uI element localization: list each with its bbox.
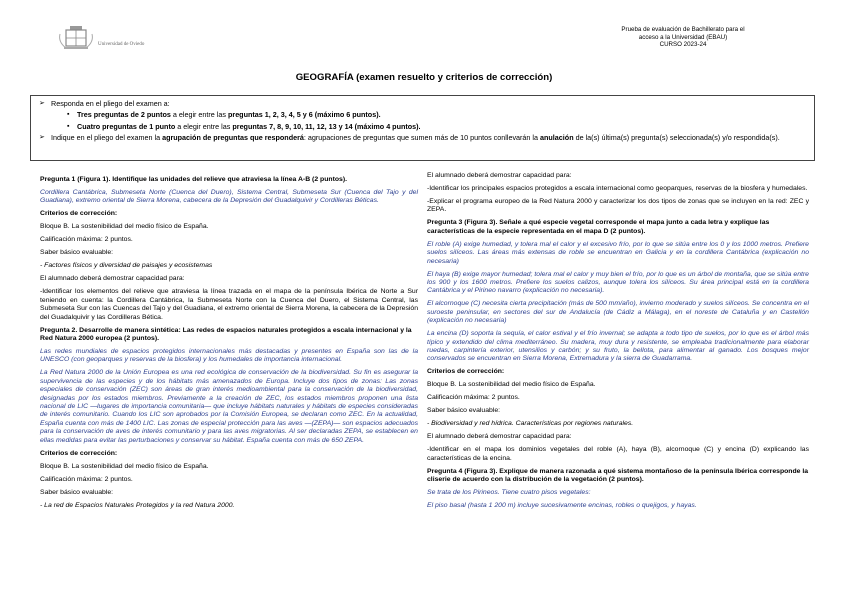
answer-text: El piso basal (hasta 1 200 m) incluye sucesivamente encinas, robles o quejigos, y hayas. [427,502,697,510]
criteria-heading: Criterios de corrección: [427,368,505,376]
question-title: Pregunta 4 (Figura 3). Explique de manera razonada a qué sistema montañoso de la península Ibérica corresponde la cliserie de acuerdo con la distribución de la vegetación (2 puntos). [427,467,809,484]
left-column [40,176,418,515]
criteria-capacity-value: -Identificar en el mapa los dominios vegetales del roble (A), haya (B), alcornoque (C) y encina (D) explicando las características de la encina. [427,446,809,462]
instruction-bold: agrupación de preguntas que responderá [162,132,304,142]
answer-text: El roble (A) exige humedad, y tolera mal el calor y el excesivo frío, por lo que se sitúa entre los 0 y los 1000 metros. Prefiere suelos silíceos. Las áreas más extensas de roble se encuentran en Galicia y en la cordillera Cantábrica (explicación no necesaria) [427,240,809,265]
instruction-bold: preguntas 1, 2, 3, 4, 5 y 6 (máximo 6 puntos). [228,110,381,120]
question-title: Pregunta 3 (Figura 3). Señale a qué especie vegetal corresponde el mapa junto a cada letra y explique las características de la especie representada en el mapa D (2 puntos). [427,219,770,235]
exam-header [600,26,766,49]
exam-header-line: CURSO 2023-24 [659,41,707,49]
criteria-saber: Saber básico evaluable: [40,249,114,257]
exam-header-line: acceso a la Universidad (EBAU) [638,33,728,41]
criteria-block: Bloque B. La sostenibilidad del medio físico de España. [40,223,209,231]
instruction-text: Indique en el pliego del examen la [51,132,163,142]
criteria-max: Calificación máxima: 2 puntos. [40,236,133,244]
instruction-text: Responda en el pliego del examen a: [51,99,170,108]
criteria-capacity: El alumnado deberá demostrar capacidad para: [427,172,572,179]
instruction-text: de la(s) última(s) pregunta(s) seleccionada(s) y/o respondida(s). [573,132,780,142]
answer-text: El alcornoque (C) necesita cierta precipitación (más de 500 mm/año), invierno moderado y suelos silíceos. Se concentra en el suroeste peninsular, en sectores del sur de Andalucía (de Cádiz a Málaga), en el noreste de Cataluña y en Castellón (explicación no necesaria) [427,300,809,325]
criteria-block: Bloque B. La sostenibilidad del medio físico de España. [40,462,209,470]
instruction-text: a elegir entre las [175,121,233,131]
criteria-block: Bloque B. La sostenibilidad del medio físico de España. [427,381,596,389]
instructions-box [30,95,815,161]
instruction-bold: Cuatro preguntas de 1 punto [77,121,176,131]
exam-header-line: Prueba de evaluación de Bachillerato para el [621,26,745,33]
arrow-bullet-icon: ➢ [39,100,45,107]
square-bullet-icon: ▪ [67,122,70,130]
criteria-saber: Saber básico evaluable: [40,488,114,496]
instruction-line [37,121,808,132]
criteria-saber: Saber básico evaluable: [427,407,501,415]
university-name: Universidad de Oviedo [98,42,145,47]
criteria-capacity: El alumnado deberá demostrar capacidad para: [427,433,572,441]
answer-text: Cordillera Cantábrica, Submeseta Norte (Cuenca del Duero), Sistema Central, Submeseta Sur (Cuenca del Tajo y del Guadiana), extremo oriental de Sierra Morena, cabecera de la Depresión del Guadalquivir y Cordilleras Béticas. [40,189,418,205]
square-bullet-icon: ▪ [67,111,70,119]
right-column [427,172,809,515]
answer-text: Las redes mundiales de espacios protegidos internacionales más destacadas y presentes en España son las de la UNESCO (con geoparques y reservas de la biosfera) y los humedales de importancia internacional. [40,348,418,364]
instruction-line [37,109,808,120]
criteria-capacity: El alumnado deberá demostrar capacidad para: [40,275,185,283]
instruction-line [37,132,808,143]
page-title: GEOGRAFÍA (examen resuelto y criterios de corrección) [295,72,553,83]
criteria-max: Calificación máxima: 2 puntos. [40,475,133,483]
criteria-max: Calificación máxima: 2 puntos. [427,394,520,402]
criteria-saber-value: - Factores físicos y diversidad de paisajes y ecosistemas [40,262,213,270]
criteria-heading: Criterios de corrección: [40,449,118,457]
instruction-bold: Tres preguntas de 2 puntos [77,110,171,120]
instruction-text: : agrupaciones de preguntas que sumen más de 10 puntos conllevarán la [303,132,541,142]
university-crest-icon [56,24,96,52]
instruction-bold: anulación [540,132,574,142]
criteria-capacity-value: -Identificar los elementos del relieve que atraviesa la línea trazada en el mapa de la península Ibérica de Norte a Sur teniendo en cuenta: la Cordillera Cantábrica, la Submeseta Norte con la Cuenca del Duero, el Sistema Central, las Submeseta Sur con las Cuencas del Tajo y del Guadiana, el extremo oriental de Sierra Morena, la cabecera de la Depresión del Guadalquivir y las Cordilleras Bética. [40,288,418,321]
answer-text: La Red Natura 2000 de la Unión Europea es una red ecológica de conservación de la biodiversidad. Su fin es asegurar la supervivencia de las especies y de los hábitats más amenazados de Europa. Incluye dos tipos de zonas: Las zonas especiales de conservación (ZEC) son áreas de gran interés medioambiental para la conservación de la biodiversidad, designadas por los estados miembros. Previamente a la creación de ZEC, los estados miembros proponen una lista nacional de LIC —lugares de importancia comunitaria— que incluye hábitats naturales y hábitats de especies consideradas de interés comunitario. Cuando los LIC son aprobados por la Comisión Europea, se declaran como ZEC. En la actualidad, España cuenta con más de 1400 LIC. Las zonas de especial protección para las aves —(ZEPA)— son espacios adecuados para la conservación de aves de interés comunitario y para las aves migratorias. Al ser declaradas ZEPA, se establecen en ellas medidas para evitar las perturbaciones y conservar su hábitat. España cuenta con más de 650 ZEPA. [40,369,418,444]
question-title: Pregunta 1 (Figura 1). Identifique las unidades del relieve que atraviesa la línea A-B (2 puntos). [40,176,348,183]
question-title: Pregunta 2. Desarrolle de manera sintética: Las redes de espacios naturales protegidos a escala internacional y la Red Natura 2000 europea (2 puntos). [40,326,412,343]
criteria-heading: Criterios de corrección: [40,210,118,218]
answer-text: La encina (D) soporta la sequía, el calor estival y el frío invernal; se adapta a todo tipo de suelos, por lo que es el árbol más típico y extendido del clima mediterráneo. Su madera, muy dura y resistente, se empleaba tradicionalmente para elaborar ruedas, carpintería exterior, utensilios y carbón; y su fruto, la bellota, para alimentar al ganado. Los bosques mejor conservados se encuentran en Sierra Morena, Extremadura y la sierra de Guadarrama. [427,330,809,363]
criteria-saber-value: - Biodiversidad y red hídrica. Características por regiones naturales. [427,420,634,428]
answer-text: El haya (B) exige mayor humedad; tolera mal el calor y muy bien el frío, por lo que es un árbol de montaña, que se sitúa entre los 900 y los 1600 metros. Prefiere los suelos calizos, aunque tolera los silíceos. Su área principal está en la cordillera Cantábrica y el Pirineo navarro (explicación no necesaria). [427,270,809,295]
instruction-text: a elegir entre las [170,110,228,120]
criteria-capacity-value: -Identificar los principales espacios protegidos a escala internacional como geoparques, reservas de la biosfera y humedales. [427,185,808,192]
criteria-saber-value: - La red de Espacios Naturales Protegidos y la red Natura 2000. [40,501,235,509]
instruction-bold: preguntas 7, 8, 9, 10, 11, 12, 13 y 14 (máximo 4 puntos). [232,121,421,131]
instruction-line [37,98,808,109]
arrow-bullet-icon: ➢ [39,133,45,141]
answer-text: Se trata de los Pirineos. Tiene cuatro pisos vegetales: [427,489,591,497]
criteria-capacity-value: -Explicar el programa europeo de la Red Natura 2000 y caracterizar los dos tipos de zonas que se incluyen en la red: ZEC y ZEPA. [427,198,809,214]
